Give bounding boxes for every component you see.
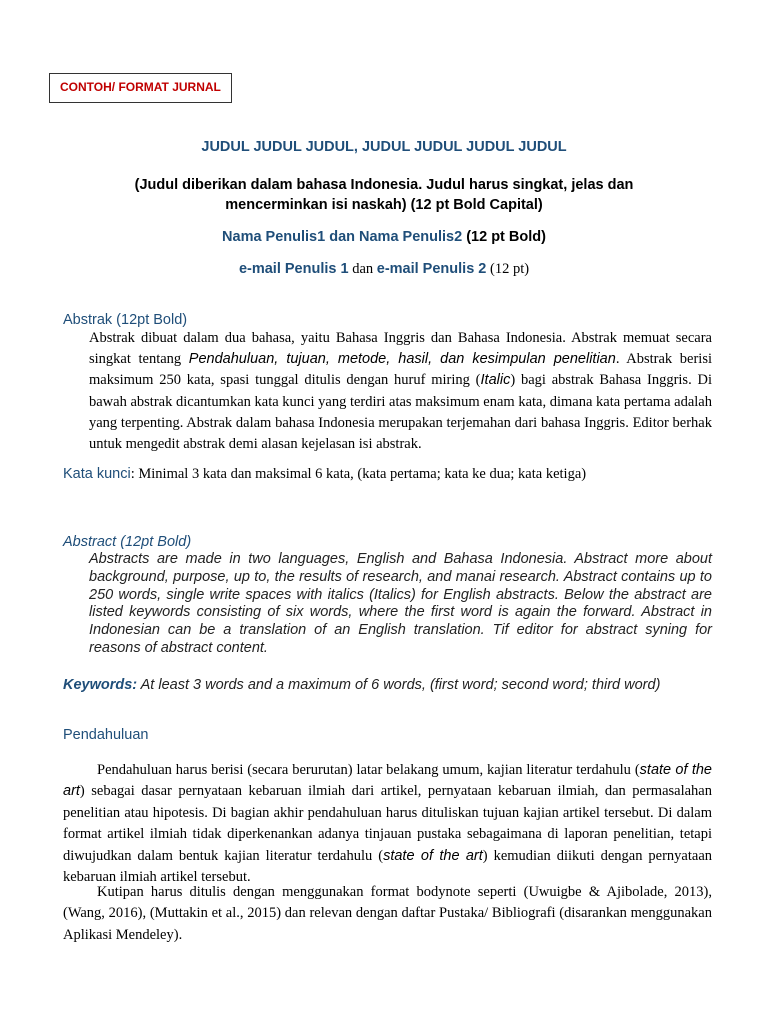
abstract-text: Abstracts are made in two languages, English and Bahasa Indonesia. Abstract more about background, purpose, up to, the results of research, and manai research. Abstract contains up to 250 words, single write spaces with italics (Italics) for English abstracts. Below the abstract are listed keywords consisting of six words, where the first word is again the forward. Abstract in Indonesian can be a translation of an English translation. Tif editor for abstract syning for reasons of abstract content. — [89, 551, 712, 656]
authors-line — [0, 229, 768, 246]
p1-italic-1: state of the art — [63, 762, 712, 800]
abstrak-text-2: . Abstrak berisi maksimum 250 kata, spasi tunggal ditulis dengan huruf miring ( — [89, 351, 712, 389]
emails-line — [0, 261, 768, 278]
keywords-text: At least 3 words and a maximum of 6 words, (first word; second word; third word) — [137, 677, 661, 693]
pendahuluan-heading: Pendahuluan — [63, 727, 149, 743]
abstrak-text-3: ) bagi abstrak Bahasa Inggris. Di bawah abstrak dicantumkan kata kunci yang terdiri atas maksimum enam kata, dimana kata pertama adalah yang terpenting. Abstrak dalam bahasa Indonesia merupakan terjemahan dari bahasa Inggris. Editor berhak untuk mengedit abstrak demi alasan kejelasan isi abstrak. — [89, 372, 712, 453]
pendahuluan-paragraph-2: Kutipan harus ditulis dengan menggunakan format bodynote seperti (Uwuigbe & Ajibolade, 2013), (Wang, 2016), (Muttakin et al., 2015) dan relevan dengan daftar Pustaka/ Bibliografi (disarankan menggunakan Aplikasi Mendeley). — [63, 884, 712, 943]
title-note-line-1: (Judul diberikan dalam bahasa Indonesia. Judul harus singkat, jelas dan — [134, 177, 634, 193]
kata-kunci-text: : Minimal 3 kata dan maksimal 6 kata, (kata pertama; kata ke dua; kata ketiga) — [130, 466, 587, 482]
abstrak-heading: Abstrak (12pt Bold) — [63, 312, 188, 328]
keywords-label: Keywords: — [63, 677, 138, 693]
email-conj: dan — [348, 261, 377, 277]
pendahuluan-paragraph-1 — [63, 760, 712, 888]
abstrak-text — [89, 328, 712, 455]
p1-text-a: Pendahuluan harus berisi (secara berurutan) latar belakang umum, kajian literatur terdahulu ( — [97, 762, 640, 778]
p1-text-c: ) kemudian diikuti dengan pernyataan kebaruan ilmiah artikel tersebut. — [63, 847, 713, 886]
title-note — [0, 175, 768, 215]
paper-title: JUDUL JUDUL JUDUL, JUDUL JUDUL JUDUL JUDUL — [201, 139, 567, 155]
abstrak-text-italic-2: Italic — [480, 372, 511, 389]
format-label: CONTOH/ FORMAT JURNAL — [60, 80, 221, 94]
keywords-line — [63, 677, 660, 694]
abstrak-text-1: Abstrak dibuat dalam dua bahasa, yaitu Bahasa Inggris dan Bahasa Indonesia. Abstrak memuat secara singkat tentang — [89, 330, 712, 368]
title-note-line-2: mencerminkan isi naskah) (12 pt Bold Capital) — [225, 197, 543, 213]
kata-kunci-line — [63, 466, 586, 483]
author-names: Nama Penulis1 dan Nama Penulis2 — [222, 229, 463, 245]
format-label-box — [49, 73, 232, 103]
abstract-heading: Abstract (12pt Bold) — [63, 534, 192, 550]
email-note: (12 pt) — [486, 261, 530, 277]
email-2: e-mail Penulis 2 — [376, 261, 487, 277]
kata-kunci-label: Kata kunci — [63, 466, 131, 482]
email-1: e-mail Penulis 1 — [238, 261, 349, 277]
abstrak-text-italic: Pendahuluan, tujuan, metode, hasil, dan kesimpulan penelitian — [188, 351, 616, 368]
p1-italic-2: state of the art — [383, 847, 483, 864]
p1-text-b: ) sebagai dasar pernyataan kebaruan ilmiah dari artikel, pernyataan kebaruan ilmiah, dan permasalahan penelitian atau hipotesis. Di bagian akhir pendahuluan harus dituliskan tujuan kajian artikel tersebut. Di dalam format artikel ilmiah tidak diperkenankan adanya tinjauan pustaka sebagaimana di laporan penelitian, tetapi diwujudkan dalam bentuk kajian literatur terdahulu ( — [63, 783, 712, 864]
author-note: (12 pt Bold) — [462, 229, 546, 245]
